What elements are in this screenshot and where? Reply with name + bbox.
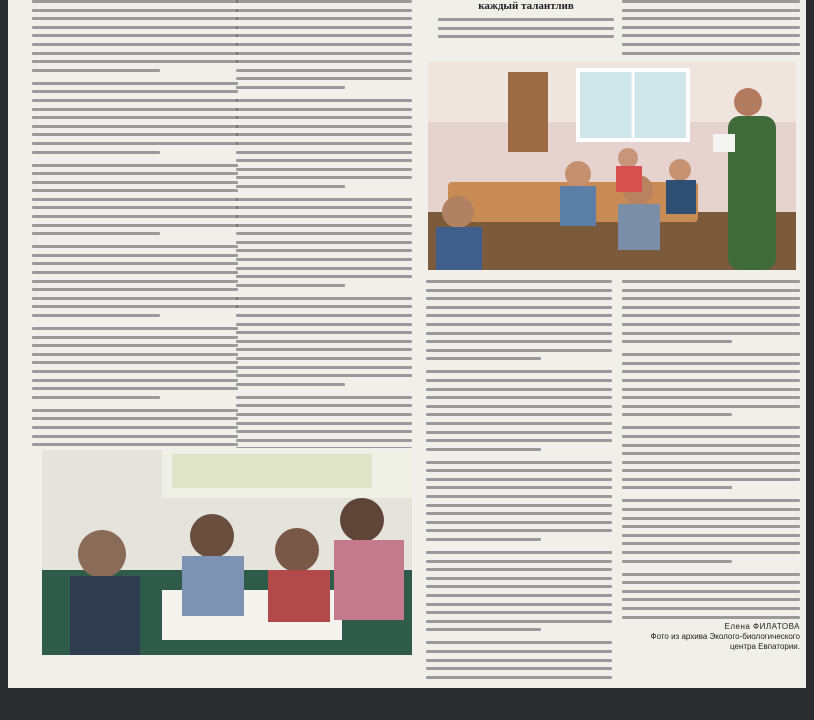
author-name: Елена ФИЛАТОВА (724, 622, 800, 631)
text-column-4-top (622, 0, 800, 62)
text-line (622, 616, 800, 619)
screen-border (0, 690, 814, 720)
text-line (426, 512, 612, 515)
text-line (622, 379, 800, 382)
text-line (32, 116, 238, 119)
text-line (32, 297, 238, 300)
text-line (236, 142, 412, 145)
section-heading-area (438, 0, 614, 60)
photo-drawing-session (42, 450, 412, 655)
text-line (426, 577, 612, 580)
text-line (236, 125, 412, 128)
text-line (236, 396, 412, 399)
text-line (438, 27, 614, 30)
text-line (236, 116, 412, 119)
text-line (622, 590, 800, 593)
text-line (426, 628, 541, 631)
text-line (622, 353, 800, 356)
signature-block (624, 622, 800, 652)
text-line (236, 77, 412, 80)
text-line (426, 603, 612, 606)
text-line (236, 331, 412, 334)
photo-credit-line-2: центра Евпатории. (730, 642, 800, 651)
text-line (622, 0, 800, 3)
text-line (622, 362, 800, 365)
text-line (622, 525, 800, 528)
text-line (236, 185, 345, 188)
text-line (32, 142, 238, 145)
text-line (236, 383, 345, 386)
text-line (236, 439, 412, 442)
text-line (32, 435, 238, 438)
text-line (426, 357, 541, 360)
text-line (426, 560, 612, 563)
text-line (236, 422, 412, 425)
text-line (622, 551, 800, 554)
text-line (32, 224, 238, 227)
text-line (426, 521, 612, 524)
text-line (622, 34, 800, 37)
text-line (622, 289, 800, 292)
text-line (32, 0, 238, 3)
text-line (32, 232, 160, 235)
section-kicker: каждый талантлив (478, 0, 574, 12)
text-line (622, 9, 800, 12)
text-line (32, 82, 238, 85)
newspaper-page (8, 0, 806, 688)
text-line (622, 444, 800, 447)
text-line (622, 388, 800, 391)
text-line (236, 215, 412, 218)
text-line (32, 353, 238, 356)
text-line (622, 426, 800, 429)
text-line (426, 323, 612, 326)
text-line (426, 676, 612, 679)
text-line (32, 133, 238, 136)
text-line (622, 486, 732, 489)
text-line (32, 151, 160, 154)
text-line (32, 396, 160, 399)
text-line (426, 478, 612, 481)
text-line (622, 413, 732, 416)
text-line (32, 108, 238, 111)
text-line (426, 289, 612, 292)
text-line (236, 232, 412, 235)
text-line (32, 164, 238, 167)
text-line (236, 52, 412, 55)
text-line (32, 344, 238, 347)
text-line (32, 69, 160, 72)
text-line (622, 478, 800, 481)
text-line (426, 431, 612, 434)
text-line (426, 405, 612, 408)
text-line (236, 9, 412, 12)
text-line (622, 340, 732, 343)
text-line (236, 26, 412, 29)
text-line (236, 404, 412, 407)
text-line (32, 409, 238, 412)
text-line (426, 667, 612, 670)
text-line (622, 435, 800, 438)
text-line (426, 594, 612, 597)
photo-credit-line-1: Фото из архива Эколого-биологического (650, 632, 800, 641)
text-line (426, 568, 612, 571)
text-line (236, 340, 412, 343)
text-line (236, 267, 412, 270)
text-line (622, 297, 800, 300)
text-line (622, 517, 800, 520)
text-line (32, 370, 238, 373)
text-line (236, 258, 412, 261)
text-line (426, 461, 612, 464)
text-line (622, 323, 800, 326)
text-line (438, 35, 614, 38)
text-line (32, 9, 238, 12)
text-line (32, 288, 238, 291)
text-line (426, 585, 612, 588)
text-line (32, 125, 238, 128)
text-line (236, 0, 412, 3)
text-line (622, 17, 800, 20)
text-line (236, 297, 412, 300)
text-line (236, 348, 412, 351)
text-line (622, 370, 800, 373)
text-line (236, 151, 412, 154)
text-line (426, 495, 612, 498)
text-line (236, 430, 412, 433)
text-line (236, 447, 412, 448)
text-line (622, 542, 800, 545)
text-line (622, 499, 800, 502)
text-line (622, 405, 800, 408)
text-line (622, 508, 800, 511)
text-line (622, 43, 800, 46)
text-line (426, 314, 612, 317)
text-line (32, 426, 238, 429)
text-line (426, 306, 612, 309)
text-line (32, 245, 238, 248)
text-line (236, 275, 412, 278)
text-line (622, 332, 800, 335)
text-line (236, 284, 345, 287)
text-line (32, 26, 238, 29)
text-line (32, 60, 238, 63)
text-line (622, 581, 800, 584)
text-line (426, 486, 612, 489)
text-line (622, 534, 800, 537)
text-line (236, 17, 412, 20)
text-line (32, 43, 238, 46)
text-line (32, 271, 238, 274)
text-line (32, 17, 238, 20)
text-line (32, 215, 238, 218)
text-line (32, 280, 238, 283)
text-line (236, 133, 412, 136)
text-line (236, 314, 412, 317)
text-line (236, 60, 412, 63)
text-line (622, 314, 800, 317)
text-line (426, 448, 541, 451)
text-line (236, 176, 412, 179)
text-line (236, 198, 412, 201)
text-line (426, 529, 612, 532)
text-line (32, 379, 238, 382)
text-line (426, 388, 612, 391)
text-line (32, 361, 238, 364)
text-line (32, 327, 238, 330)
text-line (236, 168, 412, 171)
text-line (32, 206, 238, 209)
text-line (426, 439, 612, 442)
text-line (426, 413, 612, 416)
photo-classroom-reading (428, 62, 796, 270)
text-line (32, 314, 160, 317)
text-line (622, 560, 732, 563)
text-line (32, 262, 238, 265)
text-line (426, 538, 541, 541)
text-line (426, 641, 612, 644)
text-line (236, 108, 412, 111)
text-line (426, 280, 612, 283)
text-line (426, 551, 612, 554)
text-line (622, 52, 800, 55)
text-column-2 (236, 0, 412, 448)
text-line (236, 86, 345, 89)
text-line (236, 99, 412, 102)
text-line (426, 379, 612, 382)
text-line (426, 349, 612, 352)
text-line (236, 34, 412, 37)
text-line (622, 598, 800, 601)
text-line (32, 417, 238, 420)
text-line (426, 659, 612, 662)
text-line (236, 413, 412, 416)
text-line (622, 461, 800, 464)
text-line (236, 374, 412, 377)
text-column-3 (426, 280, 612, 682)
text-line (32, 181, 238, 184)
text-line (32, 52, 238, 55)
text-line (236, 357, 412, 360)
text-line (426, 297, 612, 300)
text-line (236, 249, 412, 252)
text-line (426, 332, 612, 335)
text-line (426, 370, 612, 373)
text-line (622, 607, 800, 610)
text-line (622, 573, 800, 576)
text-line (622, 452, 800, 455)
text-line (32, 387, 238, 390)
text-line (236, 206, 412, 209)
text-line (32, 99, 238, 102)
text-line (438, 18, 614, 21)
text-line (236, 241, 412, 244)
text-line (426, 620, 612, 623)
text-line (622, 396, 800, 399)
text-line (236, 323, 412, 326)
text-line (32, 90, 238, 93)
text-line (622, 280, 800, 283)
text-line (426, 650, 612, 653)
text-line (32, 34, 238, 37)
text-line (622, 306, 800, 309)
text-line (236, 366, 412, 369)
text-line (426, 396, 612, 399)
text-line (426, 469, 612, 472)
text-line (32, 189, 238, 192)
text-line (236, 305, 412, 308)
text-line (32, 443, 238, 446)
text-line (32, 254, 238, 257)
text-line (236, 159, 412, 162)
text-line (622, 26, 800, 29)
text-line (426, 611, 612, 614)
text-line (236, 224, 412, 227)
text-line (236, 43, 412, 46)
text-line (32, 172, 238, 175)
text-line (426, 340, 612, 343)
text-column-4 (622, 280, 800, 620)
text-line (622, 469, 800, 472)
text-line (32, 336, 238, 339)
text-line (32, 305, 238, 308)
text-line (426, 504, 612, 507)
text-column-1 (32, 0, 238, 448)
text-line (426, 422, 612, 425)
text-line (236, 69, 412, 72)
text-line (32, 198, 238, 201)
